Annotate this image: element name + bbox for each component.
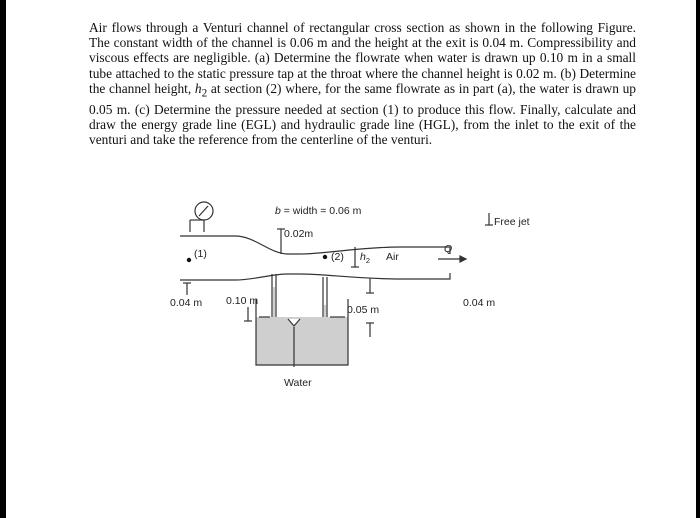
problem-line: draw the energy grade line (EGL) and hydraulic grade line (HGL), from the inlet to the exit of the [89,116,636,132]
channel-bottom-wall [180,273,450,280]
width-label: b = width = 0.06 m [275,205,362,217]
problem-line: tube attached to the static pressure tap at the throat where the channel height is 0.02 m. (b) Determine [89,65,636,81]
problem-statement [89,20,636,147]
section-2-point [323,255,327,259]
h2-label: $h_2$ [360,251,371,266]
section-1-label: (1) [194,248,207,260]
problem-line: The constant width of the channel is 0.06 m and the height at the exit is 0.04 m. Compressibility and [89,35,636,51]
venturi-figure [160,195,540,405]
free-jet-label: Free jet [494,216,530,228]
channel-top-wall [180,236,453,255]
flow-arrow-icon [438,256,466,262]
free-jet-marker [485,213,493,225]
flowrate-label: Q [444,243,453,255]
water-label: Water [284,377,312,389]
throat-height-label: 0.02m [284,228,314,240]
inlet-height-dimension [183,283,191,295]
problem-line: viscous effects are negligible. (a) Determine the flowrate when water is drawn up 0.10 m in a small [89,50,636,66]
variable-h: h [194,80,202,96]
problem-line: Air flows through a Venturi channel of rectangular cross section as shown in the following Figure. [89,20,636,35]
rise-0.05-label: 0.05 m [347,304,380,316]
rise-0.10-label: 0.10 m [226,295,259,307]
pressure-gauge-icon [190,202,213,232]
section-2-label: (2) [331,251,344,263]
problem-line: the channel height, $h_2$ at section (2) where, for the same flowrate as in part (a), the water is drawn up [89,80,636,100]
problem-line: venturi and take the reference from the centerline of the venturi. [89,132,433,148]
exit-height-label: 0.04 m [463,297,496,309]
section-1-point [187,258,191,262]
rise-0.10-dimension [244,307,252,321]
problem-line: 0.05 m. (c) Determine the pressure needed at section (1) to produce this flow. Finally, calculate and [89,101,636,117]
air-label: Air [386,251,399,263]
right-border [696,0,700,518]
left-border [0,0,6,518]
inlet-height-label: 0.04 m [170,297,203,309]
water-reservoir [256,299,348,365]
